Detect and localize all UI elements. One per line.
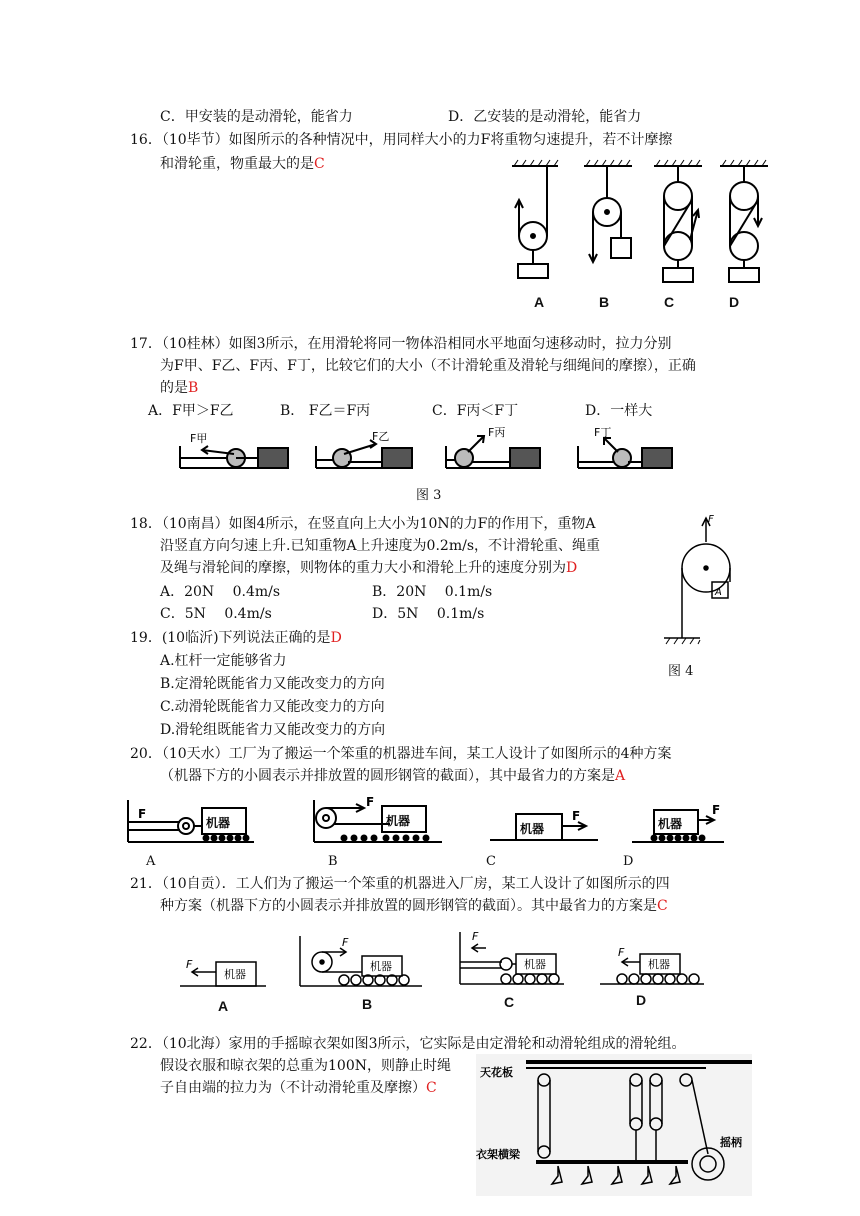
q15-option-c: C．甲安装的是动滑轮，能省力 [160,109,353,125]
q17-force-label-4: F丁 [594,426,612,439]
q21-force-d: F [618,946,625,959]
q16-stem-line1: 16．（10毕节）如图所示的各种情况中，用同样大小的力F将重物匀速提升，若不计摩擦 [130,132,673,148]
q17-option-c: C．F丙＜F丁 [432,403,519,419]
q21-answer: C [657,898,668,914]
q20-machine-a: 机器 [206,816,231,830]
q19-option-a: A.杠杆一定能够省力 [160,653,287,669]
q21-label-a: A [218,998,229,1014]
q22-stem-line3: 子自由端的拉力为（不计动滑轮重及摩擦）C [160,1080,437,1096]
q18-figure-f: F [708,514,714,525]
q18-stem-line3: 及绳与滑轮间的摩擦，则物体的重力大小和滑轮上升的速度分别为D [160,560,578,576]
q21-force-b: F [342,936,349,949]
q19-answer: D [330,630,342,646]
q17-force-label-3: F丙 [488,426,506,439]
q16-answer: C [314,156,325,172]
q20-stem-line1: 20．（10天水）工厂为了搬运一个笨重的机器进车间，某工人设计了如图所示的4种方案 [130,746,672,762]
q21-machine-d: 机器 [648,958,670,971]
q16-label-d: D [729,294,740,310]
q21-machine-a: 机器 [224,968,246,981]
q20-label-c: C [486,854,496,869]
q17-stem-line3: 的是B [160,380,199,396]
q21-figure [176,926,716,992]
q17-option-d: D．一样大 [585,403,653,419]
q20-label-d: D [623,854,634,869]
q21-stem-line2: 种方案（机器下方的小圆表示并排放置的圆形钢管的截面）。其中最省力的方案是C [160,898,668,914]
q18-figure-a: A [715,587,722,598]
q22-label-ceiling: 天花板 [480,1066,513,1079]
q18-option-d: D．5N 0.1m/s [372,606,485,622]
q20-machine-d: 机器 [658,817,683,831]
q20-figure [124,796,744,852]
q22-label-handle: 摇柄 [720,1136,742,1149]
q20-force-a: F [138,807,147,821]
q22-clothes-rack-figure [476,1054,752,1196]
q19-option-d: D.滑轮组既能省力又能改变力的方向 [160,722,386,738]
q18-option-a: A．20N 0.4m/s [160,584,281,600]
q21-force-a: F [186,958,193,971]
q16-label-c: C [664,294,675,310]
q20-stem-line2: （机器下方的小圆表示并排放置的圆形钢管的截面），其中最省力的方案是A [160,768,626,784]
q20-answer: A [615,768,626,784]
q21-label-c: C [504,994,515,1010]
q20-label-a: A [146,854,156,869]
q18-stem-line2: 沿竖直方向匀速上升.已知重物A上升速度为0.2m/s，不计滑轮重、绳重 [160,538,601,554]
q22-answer: C [426,1080,437,1096]
q16-stem-line2: 和滑轮重，物重最大的是C [160,156,325,172]
q17-force-label-1: F甲 [190,432,208,445]
q18-stem-line1: 18．（10南昌）如图4所示，在竖直向上大小为10N的力F的作用下，重物A [130,516,596,532]
q20-force-b: F [366,795,375,809]
q19-option-b: B.定滑轮既能省力又能改变力的方向 [160,676,385,692]
q21-machine-c: 机器 [524,958,546,971]
q20-machine-b: 机器 [386,814,411,828]
q21-label-b: B [362,996,373,1012]
q21-machine-b: 机器 [370,960,392,973]
q17-stem-line2: 为F甲、F乙、F丙、F丁，比较它们的大小（不计滑轮重及滑轮与细绳间的摩擦），正确 [160,358,696,374]
q17-stem-line1: 17．（10桂林）如图3所示，在用滑轮将同一物体沿相同水平地面匀速移动时，拉力分别 [130,336,672,352]
q22-stem-line1: 22．（10北海）家用的手摇晾衣架如图3所示，它实际是由定滑轮和动滑轮组成的滑轮组。 [130,1036,686,1052]
q20-label-b: B [328,854,338,869]
q21-label-d: D [636,992,647,1008]
q15-option-d: D．乙安装的是动滑轮，能省力 [448,109,642,125]
q20-machine-c: 机器 [520,822,545,836]
q18-figure-caption: 图 4 [668,664,694,679]
q16-label-a: A [534,294,545,310]
q20-force-d: F [712,803,721,817]
q16-pulley-figure [500,160,780,310]
q17-option-b: B． F乙＝F丙 [280,403,371,419]
q18-option-b: B．20N 0.1m/s [372,584,493,600]
q22-stem-line2: 假设衣服和晾衣架的总重为100N，则静止时绳 [160,1058,451,1074]
q17-figure [176,426,686,474]
q22-label-beam: 衣架横梁 [476,1148,520,1161]
q21-stem-line1: 21．（10自贡）．工人们为了搬运一个笨重的机器进入厂房，某工人设计了如图所示的四 [130,876,670,892]
q17-answer: B [188,380,199,396]
q20-force-c: F [572,809,581,823]
q18-answer: D [566,560,578,576]
q19-option-c: C.动滑轮既能省力又能改变力的方向 [160,699,385,715]
q18-option-c: C．5N 0.4m/s [160,606,272,622]
q17-force-label-2: F乙 [372,430,390,443]
q16-label-b: B [599,294,610,310]
q18-figure [656,512,736,652]
q21-force-c: F [472,930,479,943]
q19-stem: 19．(10临沂)下列说法正确的是D [130,630,342,646]
q17-option-a: A．F甲＞F乙 [148,403,234,419]
q17-figure-caption: 图 3 [416,488,442,503]
